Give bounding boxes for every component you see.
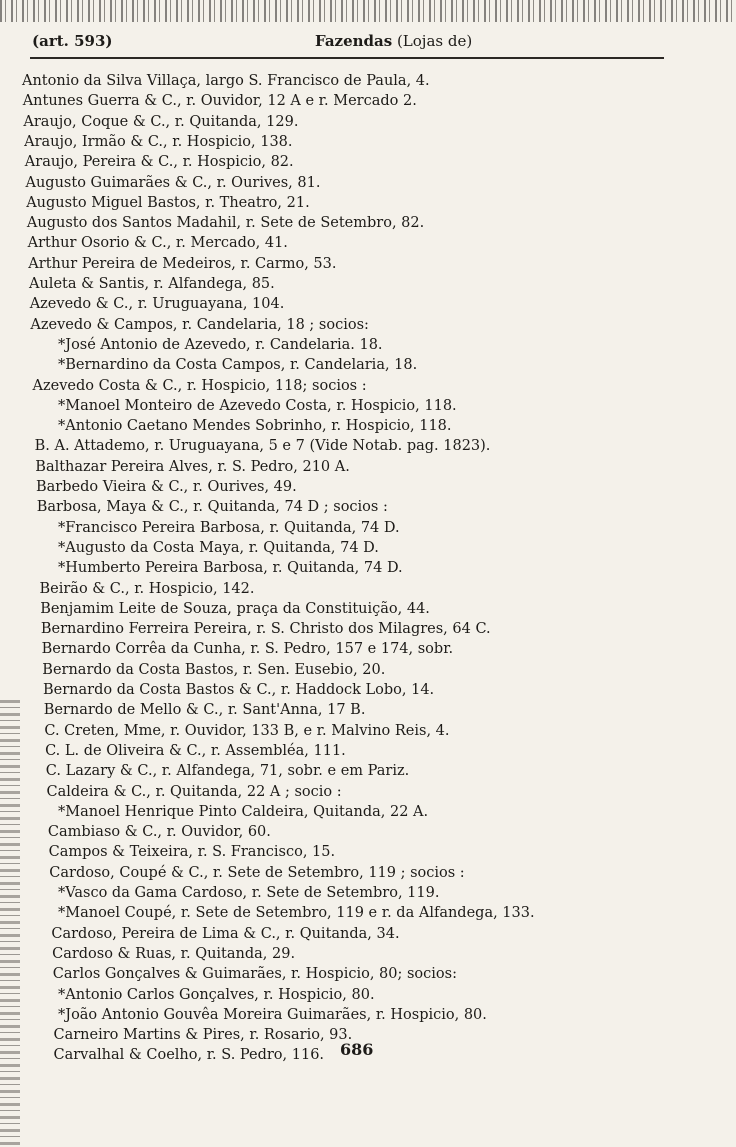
directory-entry: Cardoso, Pereira de Lima & C., r. Quitanda, 34.	[51, 925, 400, 942]
directory-entry: C. L. de Oliveira & C., r. Assembléa, 111.	[45, 742, 346, 759]
directory-entry: Azevedo & C., r. Uruguayana, 104.	[29, 296, 285, 313]
directory-entry: Cardoso, Coupé & C., r. Sete de Setembro, 119 ; socios :	[49, 864, 465, 881]
directory-entry: Augusto Miguel Bastos, r. Theatro, 21.	[26, 194, 310, 211]
directory-entry: Campos & Teixeira, r. S. Francisco, 15.	[48, 844, 336, 861]
directory-entry: Araujo, Coque & C., r. Quitanda, 129.	[23, 113, 299, 130]
directory-entry: Augusto dos Santos Madahil, r. Sete de Setembro, 82.	[26, 215, 425, 232]
directory-entry: Auleta & Santis, r. Alfandega, 85.	[29, 276, 275, 292]
directory-entry: Barbosa, Maya & C., r. Quitanda, 74 D ; socios :	[36, 499, 388, 516]
directory-entry: Antonio da Silva Villaça, largo S. Francisco de Paula, 4.	[22, 73, 430, 89]
directory-entry: *Humberto Pereira Barbosa, r. Quitanda, 74 D.	[58, 560, 403, 577]
directory-entry: Bernardo Corrêa da Cunha, r. S. Pedro, 157 e 174, sobr.	[41, 641, 454, 658]
directory-entry: Balthazar Pereira Alves, r. S. Pedro, 210 A.	[35, 458, 350, 475]
directory-entry: Arthur Osorio & C., r. Mercado, 41.	[27, 235, 288, 252]
directory-entry: Cardoso & Ruas, r. Quitanda, 29.	[52, 945, 296, 962]
directory-entry: *Bernardino da Costa Campos, r. Candelaria, 18.	[58, 357, 418, 374]
directory-entry: C. Lazary & C., r. Alfandega, 71, sobr. e em Pariz.	[45, 763, 410, 780]
directory-entry: Cambiaso & C., r. Ouvidor, 60.	[47, 824, 271, 841]
directory-entry: Arthur Pereira de Medeiros, r. Carmo, 53.	[28, 255, 337, 272]
directory-entry: Bernardo da Costa Bastos, r. Sen. Eusebio, 20.	[42, 661, 386, 678]
directory-entry: Bernardo de Mello & C., r. Sant'Anna, 17 B.	[43, 702, 366, 719]
scan-margin-noise	[0, 700, 20, 1147]
section-title-sub: (Lojas de)	[396, 32, 473, 50]
article-reference: (art. 593)	[32, 32, 113, 50]
directory-entry: Bernardo da Costa Bastos & C., r. Haddock Lobo, 14.	[43, 682, 435, 698]
directory-entry: *Manoel Monteiro de Azevedo Costa, r. Hospicio, 118.	[58, 397, 457, 414]
section-title	[315, 32, 472, 50]
page-header	[32, 32, 672, 58]
directory-entry: Azevedo Costa & C., r. Hospicio, 118; socios :	[32, 377, 367, 394]
directory-entry: Azevedo & Campos, r. Candelaria, 18 ; socios:	[30, 316, 369, 333]
directory-entry: Benjamim Leite de Souza, praça da Constituição, 44.	[40, 600, 430, 617]
directory-entry: Beirão & C., r. Hospicio, 142.	[39, 580, 255, 597]
directory-entry: *José Antonio de Azevedo, r. Candelaria. 18.	[58, 336, 383, 353]
section-title-main: Fazendas	[315, 32, 393, 50]
directory-entry: *Augusto da Costa Maya, r. Quitanda, 74 D.	[58, 539, 379, 556]
directory-entry: Caldeira & C., r. Quitanda, 22 A ; socio :	[46, 783, 342, 800]
directory-entry: C. Creten, Mme, r. Ouvidor, 133 B, e r. Malvino Reis, 4.	[44, 722, 450, 739]
directory-entry: Barbedo Vieira & C., r. Ourives, 49.	[36, 479, 297, 495]
page-number: 686	[340, 1040, 374, 1059]
scan-edge-noise	[0, 0, 736, 22]
directory-entry: Bernardino Ferreira Pereira, r. S. Christo dos Milagres, 64 C.	[40, 621, 491, 638]
directory-entry: Araujo, Irmão & C., r. Hospicio, 138.	[24, 133, 293, 150]
directory-entry: Carneiro Martins & Pires, r. Rosario, 93.	[53, 1027, 353, 1044]
directory-entry: Carvalhal & Coelho, r. S. Pedro, 116.	[53, 1047, 325, 1064]
directory-entry: *Vasco da Gama Cardoso, r. Sete de Setembro, 119.	[58, 885, 440, 901]
directory-entry: *Manoel Coupé, r. Sete de Setembro, 119 e r. da Alfandega, 133.	[58, 905, 535, 922]
header-rule	[30, 57, 664, 59]
directory-entry: *Antonio Carlos Gonçalves, r. Hospicio, 80.	[58, 986, 375, 1003]
directory-entry: Antunes Guerra & C., r. Ouvidor, 12 A e r. Mercado 2.	[22, 93, 417, 110]
directory-entry: Carlos Gonçalves & Guimarães, r. Hospicio, 80; socios:	[52, 966, 457, 983]
directory-entry: B. A. Attademo, r. Uruguayana, 5 e 7 (Vide Notab. pag. 1823).	[34, 438, 491, 455]
directory-entry: Araujo, Pereira & C., r. Hospicio, 82.	[24, 154, 294, 171]
directory-entry: *Manoel Henrique Pinto Caldeira, Quitanda, 22 A.	[58, 803, 429, 820]
directory-entry: *João Antonio Gouvêa Moreira Guimarães, r. Hospicio, 80.	[58, 1006, 487, 1023]
directory-entry: Augusto Guimarães & C., r. Ourives, 81.	[25, 174, 321, 191]
directory-entry: *Antonio Caetano Mendes Sobrinho, r. Hospicio, 118.	[58, 418, 452, 435]
directory-entry: *Francisco Pereira Barbosa, r. Quitanda, 74 D.	[58, 519, 400, 536]
